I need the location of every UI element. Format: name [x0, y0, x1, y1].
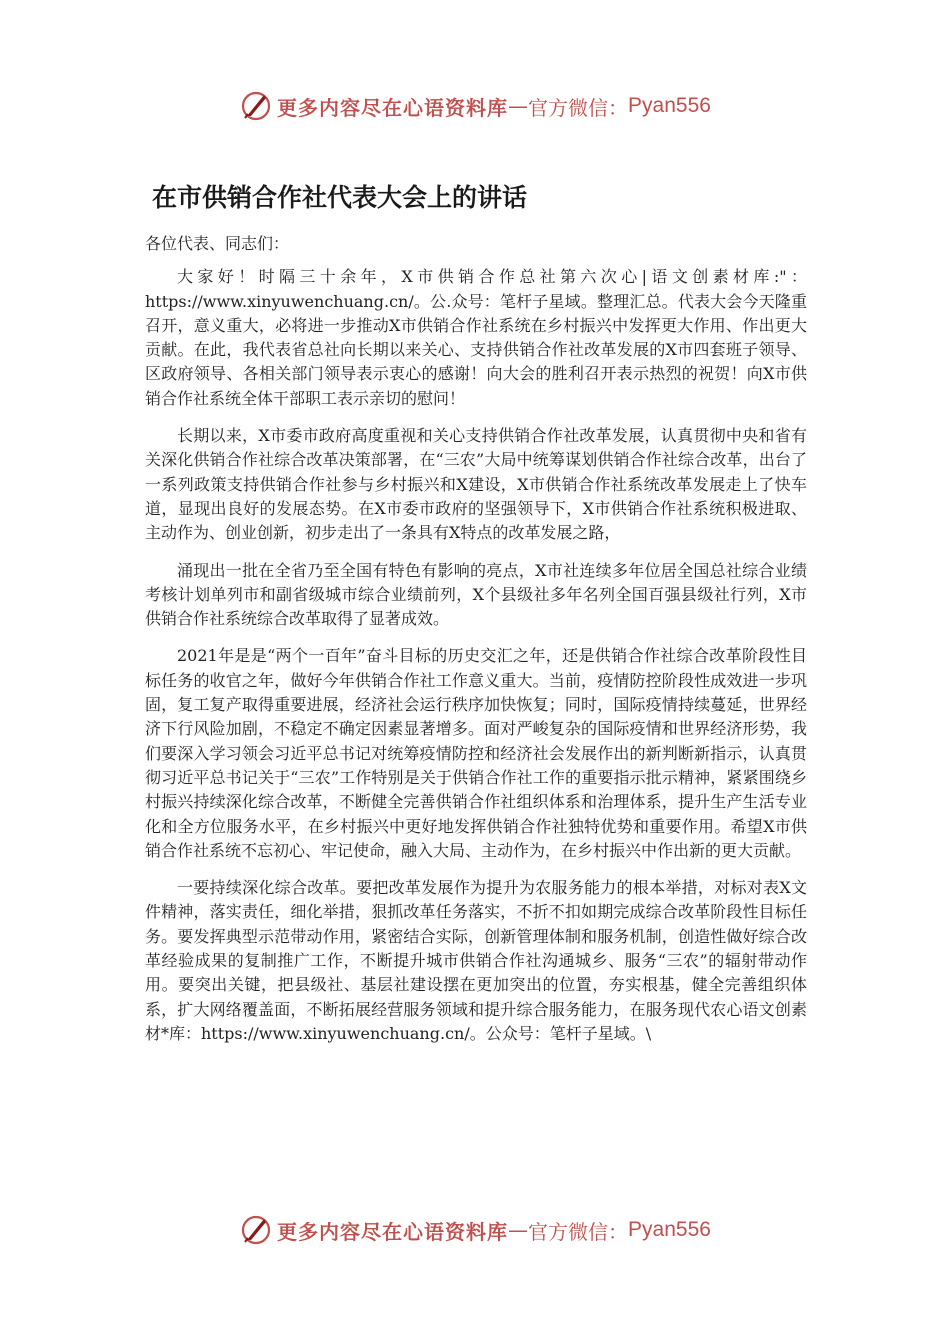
banner-wechat-label: 官方微信：	[528, 95, 629, 120]
banner-wechat-label: 官方微信：	[528, 1219, 629, 1244]
quill-pen-logo-icon	[239, 89, 273, 123]
paragraph-5: 一要持续深化综合改革。要把改革发展作为提升为农服务能力的根本举措，对标对表X文件精神，落实责任，细化举措，狠抓改革任务落实，不折不扣如期完成综合改革阶段性目标任务。要发挥典型示范带动作用，紧密结合实际，创新管理体制和服务机制，创造性做好综合改革经验成果的复制推广工作，不断提升城市供销合作社沟通城乡、服务“三农”的辐射带动作用。要突出关键，把县级社、基层社建设摆在更加突出的位置，夯实根基，健全完善组织体系，扩大网络覆盖面，不断拓展经营服务领域和提升综合服务能力，在服务现代农心语文创素材*库：https://www.xinyuwenchuang.cn/。公众号：笔杆子星域。\	[145, 878, 807, 1043]
quill-pen-logo-icon	[239, 1213, 273, 1247]
footer-banner	[0, 1210, 950, 1250]
banner-text: 更多内容尽在心语资料库	[277, 1219, 509, 1244]
banner-text: 更多内容尽在心语资料库	[277, 95, 509, 120]
paragraph-4: 2021年是是“两个一百年”奋斗目标的历史交汇之年，还是供销合作社综合改革阶段性目标任务的收官之年，做好今年供销合作社工作意义重大。当前，疫情防控阶段性成效进一步巩固，复工复产取得重要进展，经济社会运行秩序加快恢复；同时，国际疫情持续蔓延，世界经济下行风险加剧，不稳定不确定因素显著增多。面对严峻复杂的国际疫情和世界经济形势，我们要深入学习领会习近平总书记对统筹疫情防控和经济社会发展作出的新判断新指示，认真贯彻习近平总书记关于“三农”工作特别是关于供销合作社工作的重要指示批示精神，紧紧围绕乡村振兴持续深化综合改革，不断健全完善供销合作社组织体系和治理体系，提升生产生活专业化和全方位服务水平，在乡村振兴中更好地发挥供销合作社独特优势和重要作用。希望X市供销合作社系统不忘初心、牢记使命，融入大局、主动作为，在乡村振兴中作出新的更大贡献。	[145, 646, 807, 860]
header-banner	[0, 86, 950, 126]
banner-separator: —	[508, 94, 529, 118]
banner-wechat-id: Pyan556	[628, 1218, 711, 1241]
paragraph-2: 长期以来，X市委市政府高度重视和关心支持供销合作社改革发展，认真贯彻中央和省有关深化供销合作社综合改革决策部署，在“三农”大局中统筹谋划供销合作社综合改革，出台了一系列政策支持供销合作社参与乡村振兴和X建设，X市供销合作社系统改革发展走上了快车道，显现出良好的发展态势。在X市委市政府的坚强领导下，X市供销合作社系统积极进取、主动作为、创业创新，初步走出了一条具有X特点的改革发展之路，	[145, 426, 807, 543]
banner-wechat-id: Pyan556	[628, 94, 711, 117]
document-title: 在市供销合作社代表大会上的讲话	[152, 183, 528, 212]
paragraph-1: 大家好！时隔三十余年，X市供销合作总社第六次心|语文创素材库:"：https://www.xinyuwenchuang.cn/。公.众号：笔杆子星域。整理汇总。代表大会今天隆重召开，意义重大，必将进一步推动X市供销合作社系统在乡村振兴中发挥更大作用、作出更大贡献。在此，我代表省总社向长期以来关心、支持供销合作社改革发展的X市四套班子领导、区政府领导、各相关部门领导表示衷心的感谢！向大会的胜利召开表示热烈的祝贺！向X市供销合作社系统全体干部职工表示亲切的慰问！	[145, 267, 807, 408]
banner-separator: —	[508, 1218, 529, 1242]
document-body	[145, 232, 807, 1059]
salutation: 各位代表、同志们：	[145, 234, 290, 253]
paragraph-3: 涌现出一批在全省乃至全国有特色有影响的亮点，X市社连续多年位居全国总社综合业绩考核计划单列市和副省级城市综合业绩前列，X个县级社多年名列全国百强县级社行列，X市供销合作社系统综合改革取得了显著成效。	[145, 560, 807, 629]
